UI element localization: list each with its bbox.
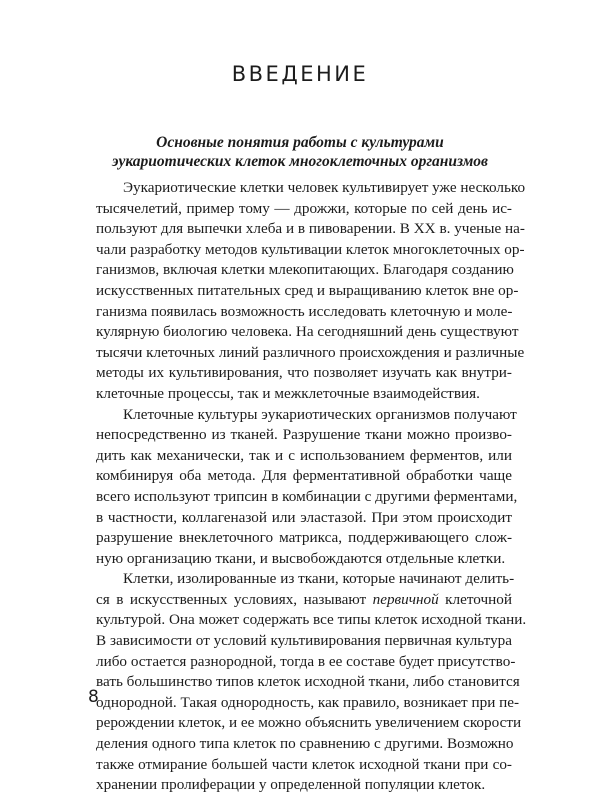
text-line: ганизма появилась возможность исследовать клеточную и моле-	[96, 302, 513, 320]
text-line: культурой. Она может содержать все типы клеток исходной ткани.	[96, 611, 527, 629]
text-line: чали разработку методов культивации клеток многоклеточных ор-	[96, 240, 525, 258]
text-line: Клеточные культуры эукариотических организмов получают	[123, 405, 517, 423]
section-heading-line: Основные понятия работы с культурами	[156, 134, 444, 151]
text-line: ганизмов, включая клетки млекопитающих. Благодаря созданию	[96, 261, 514, 279]
text-line: пользуют для выпечки хлеба и в пивоварении. В XX в. ученые на-	[96, 220, 525, 238]
text-segment: клеточной	[445, 590, 512, 608]
paragraph	[96, 178, 526, 405]
text-line: всего используют трипсин в комбинации с другими ферментами,	[96, 487, 518, 505]
text-line: рерождении клеток, и ее можно объяснить увеличением скорости	[96, 714, 522, 732]
text-line: В зависимости от условий культивирования первичная культура	[96, 632, 512, 650]
text-line: искусственных питательных сред и выращиванию клеток вне ор-	[96, 281, 519, 299]
section-heading	[90, 133, 510, 171]
text-line	[96, 590, 512, 611]
text-segment: ся в искусственных условиях, называют	[96, 590, 367, 608]
term-primary: первичной	[372, 590, 439, 608]
text-line: Клетки, изолированные из ткани, которые начинают делить-	[123, 570, 515, 588]
text-line: тысячелетий, пример тому — дрожжи, которые по сей день ис-	[96, 199, 512, 217]
text-line: комбинируя оба метода. Для ферментативной обработки чаще	[96, 467, 512, 485]
text-line: тысячи клеточных линий различного происхождения и различные	[96, 343, 525, 361]
paragraph	[96, 569, 527, 796]
text-line: либо остается разнородной, тогда в ее составе будет присутство-	[96, 652, 516, 670]
body-text	[96, 178, 527, 796]
section-heading-line: эукариотических клеток многоклеточных организмов	[112, 153, 488, 170]
text-line: вать большинство типов клеток исходной ткани, либо становится	[96, 673, 520, 691]
chapter-title: ВВЕДЕНИЕ	[231, 62, 369, 86]
text-line: дить как механически, так и с использованием ферментов, или	[96, 446, 512, 464]
text-line: методы их культивирования, что позволяет изучать как внутри-	[96, 364, 512, 382]
text-line: в частности, коллагеназой или эластазой. При этом происходит	[96, 508, 512, 526]
paragraph	[96, 405, 518, 570]
text-line: непосредственно из тканей. Разрушение ткани можно произво-	[96, 426, 512, 444]
text-line: Эукариотические клетки человек культивирует уже несколько	[123, 179, 526, 196]
text-line: разрушение внеклеточного матрикса, поддерживающего слож-	[96, 529, 512, 547]
text-line: кулярную биологию человека. На сегодняшний день существуют	[96, 323, 519, 341]
text-line: клеточные процессы, так и межклеточные взаимодействия.	[96, 384, 480, 402]
text-line: ную организацию ткани, и высвобождаются отдельные клетки.	[96, 549, 506, 567]
text-line: однородной. Такая однородность, как правило, возникает при пе-	[96, 693, 520, 711]
text-line: хранении пролиферации у определенной популяции клеток.	[96, 776, 486, 794]
page-number: 8	[88, 687, 99, 707]
text-line: деления одного типа клеток по сравнению с другими. Возможно	[96, 735, 514, 753]
text-line: также отмирание большей части клеток исходной ткани при со-	[96, 755, 512, 773]
